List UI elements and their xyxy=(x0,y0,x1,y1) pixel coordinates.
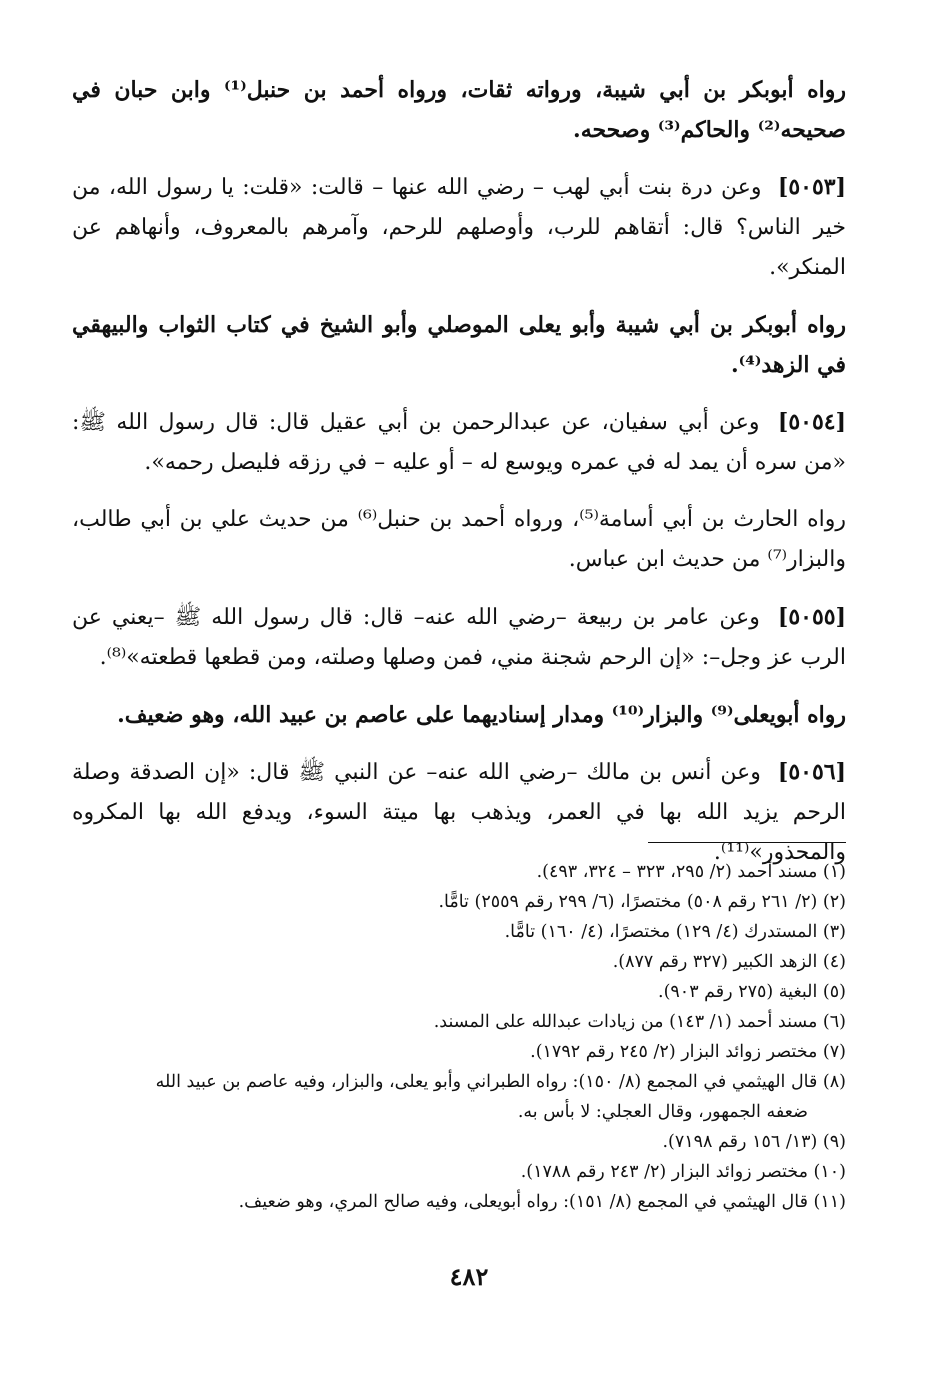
footnote-item: (١) مسند أحمد (٢/ ٢٩٥، ٣٢٣ – ٣٢٤، ٤٩٣). xyxy=(536,862,846,882)
hadith-5053 xyxy=(72,167,846,288)
hadith-text: وعن أبي سفيان، عن عبدالرحمن بن أبي عقيل قال: قال رسول الله ﷺ: «من سره أن يمد له في عمره ويوسع له – أو عليه – في رزقه فليصل رحمه». xyxy=(72,410,846,475)
footnote-continuation: ضعفه الجمهور، وقال العجلي: لا بأس به. xyxy=(517,1102,808,1122)
footnote-item: (٦) مسند أحمد (١/ ١٤٣) من زيادات عبدالله على المسند. xyxy=(433,1012,846,1032)
hadith-number: [٥٠٥٣] xyxy=(777,174,846,200)
hadith-number: [٥٠٥٤] xyxy=(777,409,846,435)
hadith-5054 xyxy=(72,402,846,483)
footnote-text: (٨) قال الهيثمي في المجمع (٨/ ١٥٠): رواه الطبراني وأبو يعلى، والبزار، وفيه عاصم بن عبيد الله xyxy=(155,1072,846,1092)
narration-source-3: رواه الحارث بن أبي أسامة⁽⁵⁾، ورواه أحمد بن حنبل⁽⁶⁾ من حديث علي بن أبي طالب، والبزار⁽⁷⁾ من حديث ابن عباس. xyxy=(72,507,846,572)
narration-source-4: رواه أبويعلى⁽⁹⁾ والبزار⁽¹⁰⁾ ومدار إسناديهما على عاصم بن عبيد الله، وهو ضعيف. xyxy=(117,702,846,728)
footnote-item: (١١) قال الهيثمي في المجمع (٨/ ١٥١): رواه أبويعلى، وفيه صالح المري، وهو ضعيف. xyxy=(238,1192,846,1212)
page-number: ٤٨٢ xyxy=(449,1262,489,1291)
footnote-item: (٢) (٢/ ٢٦١ رقم ٥٠٨) مختصرًا، (٦/ ٢٩٩ رقم ٢٥٥٩) تامًّا. xyxy=(438,892,846,912)
hadith-number: [٥٠٥٥] xyxy=(777,604,846,630)
footnote-item: (٥) البغية (٢٧٥ رقم ٩٠٣). xyxy=(658,982,846,1002)
footnote-item: (١٠) مختصر زوائد البزار (٢/ ٢٤٣ رقم ١٧٨٨). xyxy=(520,1162,846,1182)
hadith-text: وعن أنس بن مالك –رضي الله عنه– عن النبي ﷺ قال: «إن الصدقة وصلة الرحم يزيد الله بها في العمر، ويذهب بها ميتة السوء، ويدفع الله بها المكروه والمحذور»⁽¹¹⁾. xyxy=(72,760,846,865)
footnote-item: (٤) الزهد الكبير (٣٢٧ رقم ٨٧٧). xyxy=(612,952,846,972)
footnote-item: (٩) (١٣/ ١٥٦ رقم ٧١٩٨). xyxy=(662,1132,846,1152)
footnotes xyxy=(72,857,846,1217)
hadith-5056 xyxy=(72,752,846,873)
footnote-item: (٧) مختصر زوائد البزار (٢/ ٢٤٥ رقم ١٧٩٢). xyxy=(530,1042,846,1062)
hadith-number: [٥٠٥٦] xyxy=(777,759,847,785)
hadith-5055 xyxy=(72,597,846,678)
hadith-text: وعن عامر بن ربيعة –رضي الله عنه– قال: قال رسول الله ﷺ –يعني عن الرب عز وجل–: «إن الرحم شجنة مني، فمن وصلها وصلته، ومن قطعها قطعته»⁽⁸⁾. xyxy=(72,605,846,670)
footnote-item xyxy=(72,1067,846,1127)
narration-source-2: رواه أبوبكر بن أبي شيبة وأبو يعلى الموصلي وأبو الشيخ في كتاب الثواب والبيهقي في الزهد⁽⁴⁾. xyxy=(72,312,846,378)
narration-source-1: رواه أبوبكر بن أبي شيبة، ورواته ثقات، ورواه أحمد بن حنبل⁽¹⁾ وابن حبان في صحيحه⁽²⁾ والحاكم⁽³⁾ وصححه. xyxy=(72,77,846,143)
hadith-text: وعن درة بنت أبي لهب – رضي الله عنها – قالت: «قلت: يا رسول الله، من خير الناس؟ قال: أتقاهم للرب، وأوصلهم للرحم، وآمرهم بالمعروف، وأنهاهم عن المنكر». xyxy=(72,175,846,280)
footnote-item: (٣) المستدرك (٤/ ١٢٩) مختصرًا، (٤/ ١٦٠) تامًّا. xyxy=(504,922,846,942)
footnote-divider xyxy=(648,842,846,843)
